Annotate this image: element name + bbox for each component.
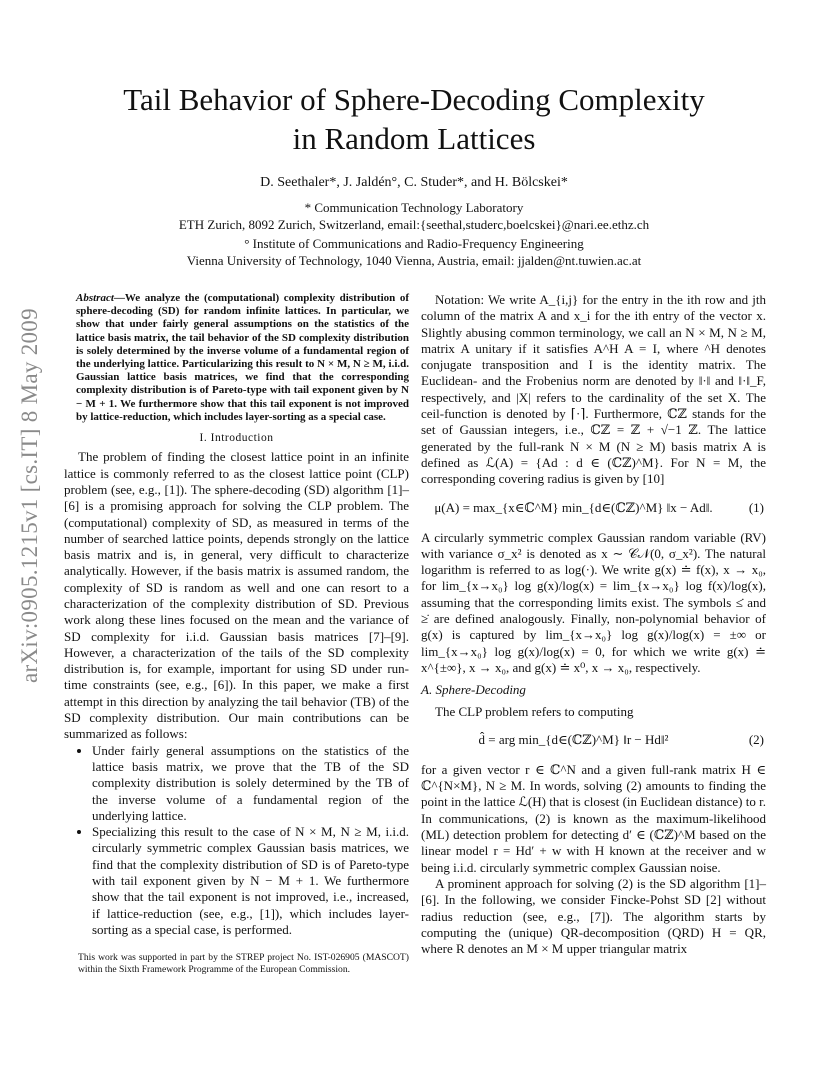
equation-2-body: d̂ = arg min_{d∈(ℂℤ)^M} ‖r − Hd‖² <box>478 731 669 747</box>
equation-2-number: (2) <box>748 731 764 747</box>
intro-paragraph: The problem of finding the closest lattice point in an infinite lattice is commonly referred to as the closest lattice point (CLP) problem (see, e.g., [1]). The sphere-decoding (SD) algorithm [1]–[6] is a promising approach for solving the CLP problem. The (computational) complexity of SD, as measured in terms of the number of searched lattice points, depends strongly on the lattice basis matrix and is, in general, very difficult to characterize analytically. However, if the basis matrix is assumed random, the complexity of SD is random as well and one can resort to a characterization of the complexity distribution of SD. Previous work along these lines focused on the mean and the variance of SD complexity for i.i.d. Gaussian basis matrices [7]–[9]. However, a characterization of the tails of the SD complexity distribution is, for example, important for using SD under run-time constraints (see, e.g., [6]). In this paper, we make a first attempt in this direction by analyzing the tail behavior (TB) of the SD complexity distribution. Our main contributions can be summarized as follows: <box>64 449 409 742</box>
equation-1 <box>421 494 766 524</box>
clp-paragraph-2: for a given vector r ∈ ℂ^N and a given full-rank matrix H ∈ ℂ^{N×M}, N ≥ M. In words, solving (2) amounts to finding the point in the lattice ℒ(H) that is closest (in Euclidean distance) to r. In communications, (2) is known as the maximum-likelihood (ML) detection problem for detecting d′ ∈ (ℂℤ)^M based on the linear model r = Hd′ + w with H known at the receiver and w being i.i.d. circularly symmetric complex Gaussian noise. <box>421 761 766 875</box>
affiliation-eth <box>60 199 768 233</box>
right-column <box>421 292 766 957</box>
equation-1-number: (1) <box>748 499 764 515</box>
contributions-list <box>64 743 409 939</box>
abstract-text: —We analyze the (computational) complexity distribution of sphere-decoding (SD) for random infinite lattices. In particular, we show that under fairly general assumptions on the statistics of the lattice basis matrix, the tail behavior of the SD complexity distribution is solely determined by the inverse volume of a fundamental region of the underlying lattice. Particularizing this result to N × M, N ≥ M, i.i.d. Gaussian lattice basis matrices, we find that the corresponding complexity distribution is of Pareto-type with tail exponent given by N − M + 1. We furthermore show that this tail exponent is not improved by lattice-reduction, which includes layer-sorting as a special case. <box>76 292 409 423</box>
title-line-1: Tail Behavior of Sphere-Decoding Complexity <box>123 82 705 117</box>
paper-title <box>60 80 768 158</box>
abstract <box>76 292 409 424</box>
clp-paragraph: The CLP problem refers to computing <box>435 703 634 719</box>
left-column <box>64 292 409 975</box>
abstract-lead: Abstract <box>76 292 114 304</box>
funding-footnote: This work was supported in part by the STREP project No. IST-026905 (MASCOT) within the Sixth Framework Programme of the European Commission. <box>78 952 409 975</box>
arxiv-stamp: arXiv:0905.1215v1 [cs.IT] 8 May 2009 <box>17 308 42 683</box>
affiliation-eth-line2: ETH Zurich, 8092 Zurich, Switzerland, email:{seethal,studerc,boelcskei}@nari.ee.ethz.ch <box>178 217 650 232</box>
equation-2 <box>421 726 766 756</box>
contribution-item-1: • Under fairly general assumptions on the statistics of the lattice basis matrix, we prove that the TB of the SD complexity distribution is solely determined by the TB of the inverse volume of a fundamental region of the underlying lattice. <box>92 743 409 824</box>
affiliation-vienna-line2: Vienna University of Technology, 1040 Vienna, Austria, email: jjalden@nt.tuwien.ac.at <box>186 253 642 268</box>
notation-paragraph: Notation: We write A_{i,j} for the entry in the ith row and jth column of the matrix A and x_i for the ith entry of the vector x. Slightly abusing common terminology, we call an N × M, N ≥ M, matrix A unitary if it satisfies A^H A = I, where ^H denotes conjugate transposition and I is the identity matrix. The Euclidean- and the Frobenius norm are denoted by ‖·‖ and ‖·‖_F, respectively, and |X| refers to the cardinality of the set X. The ceil-function is denoted by ⌈·⌉. Furthermore, ℂℤ stands for the set of Gaussian integers, i.e., ℂℤ = ℤ + √−1 ℤ. The lattice generated by the full-rank N × M (N ≥ M) basis matrix A is defined as ℒ(A) = {Ad : d ∈ (ℂℤ)^M}. For N = M, the corresponding covering radius is given by [10] <box>421 292 766 487</box>
equation-1-body: μ(A) = max_{x∈ℂ^M} min_{d∈(ℂℤ)^M} ‖x − Ad‖. <box>434 499 713 515</box>
authors: D. Seethaler*, J. Jaldén°, C. Studer*, and H. Bölcskei* <box>260 175 568 190</box>
sd-paragraph: A prominent approach for solving (2) is the SD algorithm [1]–[6]. In the following, we consider Fincke-Pohst SD [2] without radius reduction (see, e.g., [7]). The algorithm starts by computing the (unique) QR-decomposition (QRD) H = QR, where R denotes an M × M upper triangular matrix <box>421 875 766 957</box>
affiliation-eth-line1: * Communication Technology Laboratory <box>304 200 524 215</box>
rv-paragraph: A circularly symmetric complex Gaussian random variable (RV) with variance σ_x² is denoted as x ∼ 𝒞𝒩(0, σ_x²). The natural logarithm is referred to as log(·). We write g(x) ≐ f(x), x → x₀, for lim_{x→x₀} log g(x)/log(x) = lim_{x→x₀} log f(x)/log(x), assuming that the corresponding limits exist. The symbols ≤̇ and ≥̇ are defined analogously. Finally, non-polynomial behavior of g(x) is captured by lim_{x→x₀} log g(x)/log(x) = ±∞ or lim_{x→x₀} log g(x)/log(x) = 0, for which we write g(x) ≐ x^{±∞}, x → x₀, and g(x) ≐ x⁰, x → x₀, respectively. <box>421 529 766 675</box>
subsection-heading-sphere-decoding: A. Sphere-Decoding <box>421 682 526 698</box>
title-line-2: in Random Lattices <box>292 121 536 156</box>
section-heading-introduction: I. Introduction <box>199 432 274 445</box>
contribution-item-2: • Specializing this result to the case of N × M, N ≥ M, i.i.d. circularly symmetric complex Gaussian basis matrices, we find that the complexity distribution of SD is of Pareto-type with tail exponent given by N − M + 1. We furthermore show that the tail exponent is not improved, i.e., increased, if lattice-reduction (see, e.g., [1]), which includes layer-sorting as a special case, is performed. <box>92 824 409 938</box>
affiliation-vienna <box>60 235 768 269</box>
affiliation-vienna-line1: ° Institute of Communications and Radio-Frequency Engineering <box>244 236 584 251</box>
